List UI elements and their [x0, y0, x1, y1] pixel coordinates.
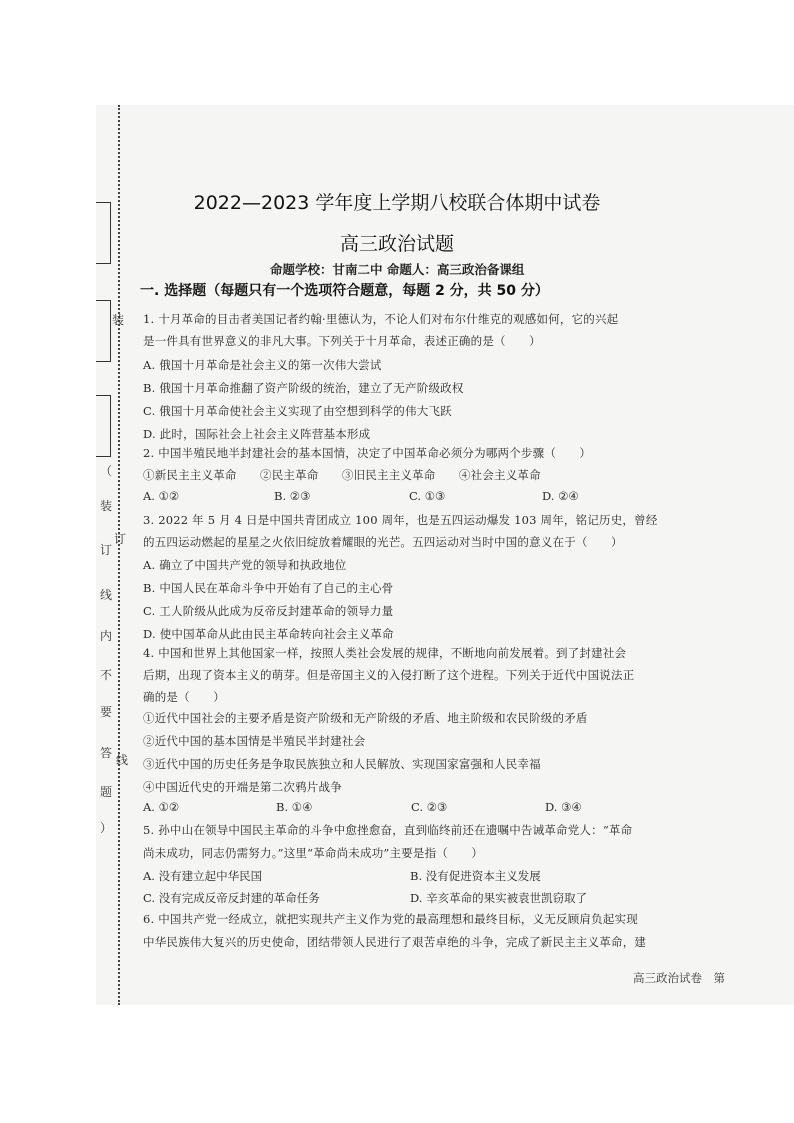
- q4-option-b: B. ①④: [276, 800, 313, 814]
- binding-bracket-lower: [96, 395, 111, 457]
- q3-option-d: D. 使中国革命从此由民主革命转向社会主义革命: [143, 627, 394, 641]
- binding-mid-zhuang: 装: [112, 313, 125, 327]
- binding-side-char: 答: [99, 746, 112, 760]
- q1-stem-line: 是一件具有世界意义的非凡大事。下列关于十月革命，表述正确的是（ ）: [143, 334, 541, 348]
- binding-side-char: 不: [99, 668, 112, 682]
- q5-option-a: A. 没有建立起中华民国: [143, 869, 263, 883]
- page-footer: 高三政治试卷 第: [633, 971, 725, 985]
- q6-stem-line: 6. 中国共产党一经成立，就把实现共产主义作为党的最高理想和最终目标，义无反顾肩负起实现: [143, 912, 638, 926]
- exam-title: 2022—2023 学年度上学期八校联合体期中试卷: [193, 192, 601, 214]
- q2-stem-line: 2. 中国半殖民地半封建社会的基本国情，决定了中国革命必须分为哪两个步骤（ ）: [143, 446, 592, 460]
- binding-side-char: （: [99, 464, 112, 478]
- binding-side-char: 内: [99, 629, 112, 643]
- binding-bracket-middle: [96, 300, 111, 362]
- binding-side-char: 题: [99, 785, 112, 799]
- q1-stem-line: 1. 十月革命的目击者美国记者约翰·里德认为，不论人们对布尔什维克的观感如何，它的兴起: [143, 312, 619, 326]
- binding-side-char: ）: [99, 821, 112, 835]
- q2-option-b: B. ②③: [274, 489, 311, 503]
- q4-option-c: C. ②③: [411, 800, 448, 814]
- q4-item-4: ④中国近代史的开端是第二次鸦片战争: [143, 780, 342, 794]
- q2-items: ①新民主主义革命 ②民主革命 ③旧民主主义革命 ④社会主义革命: [143, 468, 541, 482]
- q4-item-3: ③近代中国的历史任务是争取民族独立和人民解放、实现国家富强和人民幸福: [143, 757, 541, 771]
- q2-option-c: C. ①③: [409, 489, 446, 503]
- q5-option-c: C. 没有完成反帝反封建的革命任务: [143, 891, 320, 905]
- binding-side-char: 要: [99, 705, 112, 719]
- exam-subtitle: 高三政治试题: [339, 233, 454, 255]
- q2-option-d: D. ②④: [542, 489, 579, 503]
- binding-mid-ding: 订: [114, 532, 127, 546]
- q1-option-a: A. 俄国十月革命是社会主义的第一次伟大尝试: [143, 358, 382, 372]
- q1-option-b: B. 俄国十月革命推翻了资产阶级的统治，建立了无产阶级政权: [143, 381, 464, 395]
- q5-stem-line: 尚未成功，同志仍需努力。”这里“革命尚未成功”主要是指（ ）: [143, 846, 484, 860]
- q5-option-d: D. 辛亥革命的果实被袁世凯窃取了: [410, 891, 588, 905]
- q4-stem-line: 确的是（ ）: [143, 690, 225, 704]
- binding-side-char: 订: [99, 543, 112, 557]
- q3-stem-line: 3. 2022 年 5 月 4 日是中国共青团成立 100 周年，也是五四运动爆发 103 周年，铭记历史，曾经: [143, 513, 658, 527]
- q4-stem-line: 4. 中国和世界上其他国家一样，按照人类社会发展的规律，不断地向前发展着。到了封建社会: [143, 646, 627, 660]
- q3-option-a: A. 确立了中国共产党的领导和执政地位: [143, 558, 347, 572]
- q4-item-2: ②近代中国的基本国情是半殖民半封建社会: [143, 734, 366, 748]
- q6-stem-line: 中华民族伟大复兴的历史使命，团结带领人民进行了艰苦卓绝的斗争，完成了新民主主义革命，建: [143, 935, 647, 949]
- q3-option-b: B. 中国人民在革命斗争中开始有了自己的主心骨: [143, 581, 394, 595]
- q4-option-a: A. ①②: [143, 800, 180, 814]
- q3-stem-line: 的五四运动燃起的星星之火依旧绽放着耀眼的光芒。五四运动对当时中国的意义在于（ ）: [143, 535, 623, 549]
- q3-option-c: C. 工人阶级从此成为反帝反封建革命的领导力量: [143, 604, 394, 618]
- q1-option-c: C. 俄国十月革命使社会主义实现了由空想到科学的伟大飞跃: [143, 404, 452, 418]
- q1-option-d: D. 此时，国际社会上社会主义阵营基本形成: [143, 427, 371, 441]
- section-heading: 一. 选择题（每题只有一个选项符合题意，每题 2 分，共 50 分）: [140, 283, 549, 299]
- binding-side-char: 线: [99, 588, 112, 602]
- q5-option-b: B. 没有促进资本主义发展: [410, 869, 541, 883]
- q4-item-1: ①近代中国社会的主要矛盾是资产阶级和无产阶级的矛盾、地主阶级和农民阶级的矛盾: [143, 711, 588, 725]
- binding-side-char: 装: [99, 499, 112, 513]
- q5-stem-line: 5. 孙中山在领导中国民主革命的斗争中愈挫愈奋，直到临终前还在遗嘱中告诫革命党人：“革命: [143, 823, 633, 837]
- author-line: 命题学校：甘南二中 命题人：高三政治备课组: [270, 262, 525, 277]
- q4-option-d: D. ③④: [545, 800, 582, 814]
- binding-mid-xian: 线: [116, 753, 129, 767]
- q4-stem-line: 后期，出现了资本主义的萌芽。但是帝国主义的入侵打断了这个进程。下列关于近代中国说法正: [143, 668, 635, 682]
- q2-option-a: A. ①②: [143, 489, 180, 503]
